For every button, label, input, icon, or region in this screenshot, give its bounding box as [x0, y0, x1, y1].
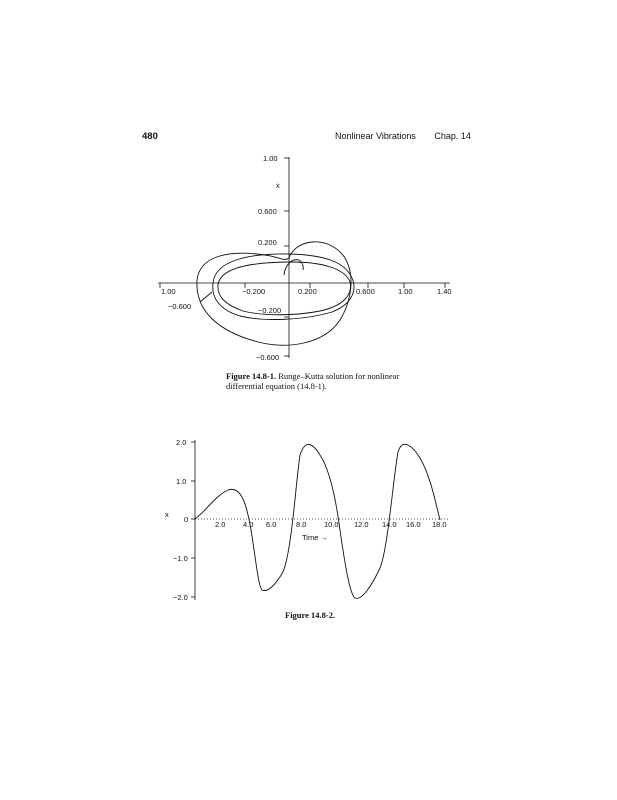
chapter-label: Chap. 14	[434, 131, 471, 141]
section-title: Nonlinear Vibrations	[335, 131, 416, 141]
fig2-xtick-3: 6.0	[266, 520, 277, 529]
fig2-xtick-6: 12.0	[354, 520, 369, 529]
fig2-xtick-7: 14.0	[382, 520, 397, 529]
fig2-x-axis-label: Time →	[302, 533, 328, 542]
fig1-ytick-5: −0.600	[256, 353, 280, 362]
fig2-xtick-5: 10.0	[324, 520, 339, 529]
fig2-xtick-9: 18.0	[432, 520, 447, 529]
figure-1-caption-text: Runge–Kutta solution for nonlinear differential equation (14.8-1).	[226, 371, 400, 391]
fig1-y-axis-label: ẋ	[276, 181, 280, 190]
fig1-xtick-4: 0.600	[356, 287, 375, 296]
fig1-xtick-3: 0.200	[298, 287, 317, 296]
fig2-xtick-4: 8.0	[296, 520, 307, 529]
figure-1-caption-label: Figure 14.8-1.	[226, 371, 277, 381]
fig2-xtick-1: 2.0	[215, 520, 226, 529]
fig1-ytick-1: 1.00	[263, 154, 278, 163]
fig2-tick-labels	[165, 438, 447, 602]
fig1-ytick-2: 0.600	[258, 207, 277, 216]
fig2-curve	[195, 444, 440, 598]
fig2-ytick-2: 1.0	[176, 477, 187, 486]
fig2-ytick-3: 0	[184, 515, 189, 524]
fig1-ytick-3: 0.200	[258, 238, 277, 247]
fig2-trajectory	[195, 444, 440, 598]
fig2-ytick-5: −2.0	[173, 593, 188, 602]
fig1-xtick-2: −0.200	[242, 287, 266, 296]
fig1-neg-label: −0.600	[168, 302, 192, 311]
fig2-ytick-4: −1.0	[173, 554, 188, 563]
fig1-xtick-5: 1.00	[398, 287, 413, 296]
fig1-xtick-1: 1.00	[161, 287, 176, 296]
fig2-xtick-2: 4.0	[243, 520, 254, 529]
figure-2-caption: Figure 14.8-2.	[285, 610, 336, 620]
fig2-y-axis-label: x	[165, 510, 169, 519]
fig1-xtick-6: 1.40	[437, 287, 452, 296]
page-number: 480	[142, 131, 158, 142]
fig2-ytick-1: 2.0	[176, 438, 187, 447]
fig2-xtick-8: 16.0	[406, 520, 421, 529]
fig1-ytick-4: −0.200	[258, 306, 282, 315]
